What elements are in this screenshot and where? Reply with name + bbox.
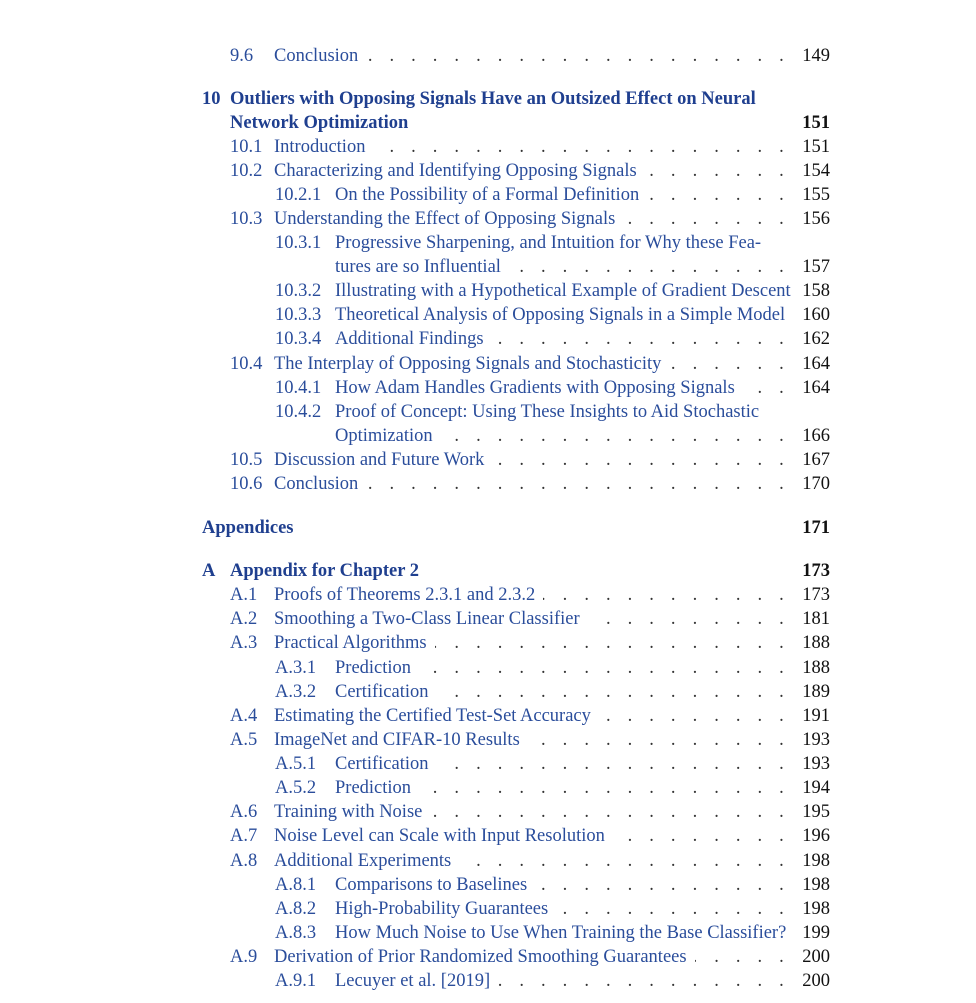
toc-entry[interactable] <box>202 969 830 993</box>
toc-entry-title[interactable]: Derivation of Prior Randomized Smoothing Guarantees <box>274 947 687 967</box>
toc-entry[interactable] <box>202 400 830 424</box>
leader-dots <box>528 728 790 752</box>
toc-entry-number: A.5.1 <box>275 754 317 774</box>
leader-dots <box>492 327 790 351</box>
toc-entry-page: 188 <box>802 633 830 653</box>
toc-entry-page: 167 <box>802 450 830 470</box>
toc-entry-page: 173 <box>802 585 830 605</box>
toc-entry[interactable] <box>202 800 830 824</box>
leader-dots <box>556 897 790 921</box>
toc-entry[interactable] <box>202 44 830 68</box>
leader-dots <box>543 583 790 607</box>
leader-dots <box>588 607 790 631</box>
toc-entry[interactable] <box>202 231 830 255</box>
toc-entry-title[interactable]: Outliers with Opposing Signals Have an Outsized Effect on Neural <box>230 89 756 109</box>
toc-entry-title[interactable]: Training with Noise <box>274 802 423 822</box>
toc-entry-number: 10.4 <box>230 354 263 374</box>
toc-entry-title[interactable]: Appendices <box>202 518 294 538</box>
toc-entry-page: 164 <box>802 354 830 374</box>
toc-entry-number: A.3 <box>230 633 258 653</box>
toc-entry-title[interactable]: Additional Findings <box>335 329 484 349</box>
toc-entry-title[interactable]: Conclusion <box>274 474 359 494</box>
toc-entry[interactable] <box>202 303 830 327</box>
toc-entry-title[interactable]: Additional Experiments <box>274 851 452 871</box>
toc-entry[interactable] <box>202 472 830 496</box>
toc-entry-number: A.5.2 <box>275 778 317 798</box>
toc-entry-number: A.8.2 <box>275 899 317 919</box>
toc-entry-number: A.9.1 <box>275 971 317 991</box>
toc-entry-page: 181 <box>802 609 830 629</box>
leader-dots <box>419 776 790 800</box>
toc-entry-number: A.4 <box>230 706 258 726</box>
toc-entry-page: 157 <box>802 257 830 277</box>
toc-entry[interactable] <box>202 728 830 752</box>
toc-entry-title[interactable]: Progressive Sharpening, and Intuition for Why these Fea- <box>335 233 762 253</box>
leader-dots <box>498 969 790 993</box>
leader-dots <box>441 424 790 448</box>
toc-entry[interactable] <box>202 207 830 231</box>
leader-dots <box>437 680 790 704</box>
toc-entry-number: 10.4.1 <box>275 378 322 398</box>
toc-entry-title[interactable]: On the Possibility of a Formal Definition <box>335 185 640 205</box>
toc-entry-page: 191 <box>802 706 830 726</box>
toc-entry-title[interactable]: Practical Algorithms <box>274 633 427 653</box>
toc-entry-page: 199 <box>802 923 830 943</box>
toc-entry[interactable] <box>202 279 830 303</box>
leader-dots <box>613 824 790 848</box>
toc-entry-number: A.8.3 <box>275 923 317 943</box>
toc-entry-page: 162 <box>802 329 830 349</box>
toc-entry-number: 10.3.4 <box>275 329 322 349</box>
toc-entry[interactable] <box>202 704 830 728</box>
toc-entry-page: 171 <box>802 518 830 538</box>
toc-entry[interactable] <box>202 448 830 472</box>
toc-entry-title[interactable]: How Much Noise to Use When Training the Base Classifier? <box>335 923 787 943</box>
toc-entry-page: 193 <box>802 730 830 750</box>
toc-entry-page: 188 <box>802 658 830 678</box>
toc-entry-title[interactable]: How Adam Handles Gradients with Opposing Signals <box>335 378 735 398</box>
leader-dots <box>599 704 790 728</box>
toc-entry-number: A.7 <box>230 826 258 846</box>
toc-entry-page: 198 <box>802 899 830 919</box>
toc-entry-number: 10.1 <box>230 137 263 157</box>
toc-entry[interactable] <box>202 87 830 111</box>
toc-entry[interactable] <box>202 376 830 400</box>
toc-entry-title-continued[interactable]: tures are so Influential <box>335 257 501 277</box>
toc-entry-title[interactable]: Estimating the Certified Test-Set Accuracy <box>274 706 591 726</box>
toc-entry-page: 173 <box>802 561 830 581</box>
toc-entry[interactable] <box>202 607 830 631</box>
leader-dots <box>647 183 790 207</box>
toc-entry-number: A.5 <box>230 730 258 750</box>
toc-entry-number: A <box>202 561 216 581</box>
toc-entry[interactable] <box>202 159 830 183</box>
leader-dots <box>695 945 790 969</box>
toc-entry-number: 10.3.1 <box>275 233 322 253</box>
toc-entry-page: 196 <box>802 826 830 846</box>
toc-entry-page: 160 <box>802 305 830 325</box>
leader-dots <box>419 656 790 680</box>
toc-entry[interactable] <box>202 824 830 848</box>
toc-entry[interactable] <box>202 921 830 945</box>
toc-entry-page: 189 <box>802 682 830 702</box>
toc-entry-page: 164 <box>802 378 830 398</box>
toc-entry-title[interactable]: High-Probability Guarantees <box>335 899 549 919</box>
toc-entry[interactable] <box>202 776 830 800</box>
toc-entry-title[interactable]: Appendix for Chapter 2 <box>230 561 419 581</box>
toc-entry-number: 10.3 <box>230 209 263 229</box>
toc-entry-title[interactable]: Characterizing and Identifying Opposing Signals <box>274 161 637 181</box>
toc-entry-page: 198 <box>802 875 830 895</box>
toc-entry-title[interactable]: Conclusion <box>274 46 359 66</box>
toc-entry-page: 200 <box>802 971 830 991</box>
toc-entry-number: 10.3.2 <box>275 281 322 301</box>
toc-entry-title[interactable]: Certification <box>335 754 429 774</box>
toc-entry-title[interactable]: Smoothing a Two-Class Linear Classifier <box>274 609 580 629</box>
toc-entry-title[interactable]: Introduction <box>274 137 366 157</box>
toc-entry-page: 170 <box>802 474 830 494</box>
toc-entry-number: 10.3.3 <box>275 305 322 325</box>
toc-entry-title[interactable]: Comparisons to Baselines <box>335 875 528 895</box>
leader-dots <box>669 352 790 376</box>
toc-entry-number: A.2 <box>230 609 258 629</box>
toc-entry-title[interactable]: Illustrating with a Hypothetical Example of Gradient Descent <box>335 281 791 301</box>
toc-entry-number: A.1 <box>230 585 258 605</box>
toc-entry-page: 154 <box>802 161 830 181</box>
leader-dots <box>623 207 790 231</box>
toc-entry[interactable] <box>202 945 830 969</box>
toc-entry-number: A.8.1 <box>275 875 317 895</box>
toc-entry[interactable] <box>202 680 830 704</box>
toc-entry-continuation[interactable] <box>202 111 830 135</box>
toc-entry-page: 195 <box>802 802 830 822</box>
toc-entry-page: 198 <box>802 851 830 871</box>
leader-dots <box>366 44 790 68</box>
leader-dots <box>743 376 790 400</box>
toc-entry-page: 155 <box>802 185 830 205</box>
toc-entry-number: 10.4.2 <box>275 402 322 422</box>
toc-entry-number: 9.6 <box>230 46 254 66</box>
toc-entry-title[interactable]: Theoretical Analysis of Opposing Signals in a Simple Model <box>335 305 786 325</box>
leader-dots <box>509 255 790 279</box>
toc-entry[interactable] <box>202 183 830 207</box>
toc-entry-title[interactable]: The Interplay of Opposing Signals and Stochasticity <box>274 354 662 374</box>
toc-entry[interactable] <box>202 327 830 351</box>
toc-entry-title[interactable]: Prediction <box>335 778 412 798</box>
toc-entry-title-continued[interactable]: Optimization <box>335 426 433 446</box>
toc-entry[interactable] <box>202 559 830 583</box>
toc-entry-page: 151 <box>802 113 830 133</box>
toc-entry-page: 149 <box>802 46 830 66</box>
toc-entry-page: 200 <box>802 947 830 967</box>
toc-entry-page: 156 <box>802 209 830 229</box>
toc-entry-number: 10.6 <box>230 474 263 494</box>
toc-entry-page: 158 <box>802 281 830 301</box>
toc-entry[interactable] <box>202 631 830 655</box>
toc-entry-page: 194 <box>802 778 830 798</box>
toc-entry-continuation[interactable] <box>202 255 830 279</box>
toc-entry[interactable] <box>202 352 830 376</box>
toc-entry-number: 10.2.1 <box>275 185 322 205</box>
toc-entry-number: A.9 <box>230 947 258 967</box>
leader-dots <box>437 752 790 776</box>
toc-entry-page: 193 <box>802 754 830 774</box>
leader-dots <box>645 159 790 183</box>
leader-dots <box>492 448 790 472</box>
toc-entry[interactable] <box>202 849 830 873</box>
toc-entry[interactable] <box>202 752 830 776</box>
toc-entry-title[interactable]: Proof of Concept: Using These Insights to Aid Stochastic <box>335 402 760 422</box>
toc-entry-number: A.6 <box>230 802 258 822</box>
toc-entry-title-continued[interactable]: Network Optimization <box>230 113 409 133</box>
toc-entry-title[interactable]: Certification <box>335 682 429 702</box>
leader-dots <box>459 849 790 873</box>
toc-entry-title[interactable]: Proofs of Theorems 2.3.1 and 2.3.2 <box>274 585 536 605</box>
toc-entry-number: 10.5 <box>230 450 263 470</box>
toc-entry-page: 166 <box>802 426 830 446</box>
toc-entry[interactable] <box>202 516 830 540</box>
toc-entry-title[interactable]: ImageNet and CIFAR-10 Results <box>274 730 520 750</box>
toc-entry-page: 151 <box>802 137 830 157</box>
toc-entry-number: A.3.1 <box>275 658 317 678</box>
toc-entry-title[interactable]: Lecuyer et al. [2019] <box>335 971 491 991</box>
toc-entry-number: 10 <box>202 89 221 109</box>
toc-entry-continuation[interactable] <box>202 424 830 448</box>
toc-entry-number: A.3.2 <box>275 682 317 702</box>
toc-entry-title[interactable]: Noise Level can Scale with Input Resolution <box>274 826 605 846</box>
toc-entry[interactable] <box>202 656 830 680</box>
toc-entry[interactable] <box>202 135 830 159</box>
toc-entry-number: 10.2 <box>230 161 263 181</box>
toc-entry-title[interactable]: Discussion and Future Work <box>274 450 485 470</box>
toc-entry[interactable] <box>202 897 830 921</box>
toc-entry-title[interactable]: Understanding the Effect of Opposing Signals <box>274 209 616 229</box>
leader-dots <box>430 800 790 824</box>
leader-dots <box>366 472 790 496</box>
leader-dots <box>373 135 790 159</box>
toc-entry-title[interactable]: Prediction <box>335 658 412 678</box>
toc-entry[interactable] <box>202 873 830 897</box>
leader-dots <box>535 873 790 897</box>
leader-dots <box>435 631 790 655</box>
toc-entry[interactable] <box>202 583 830 607</box>
toc-entry-number: A.8 <box>230 851 258 871</box>
